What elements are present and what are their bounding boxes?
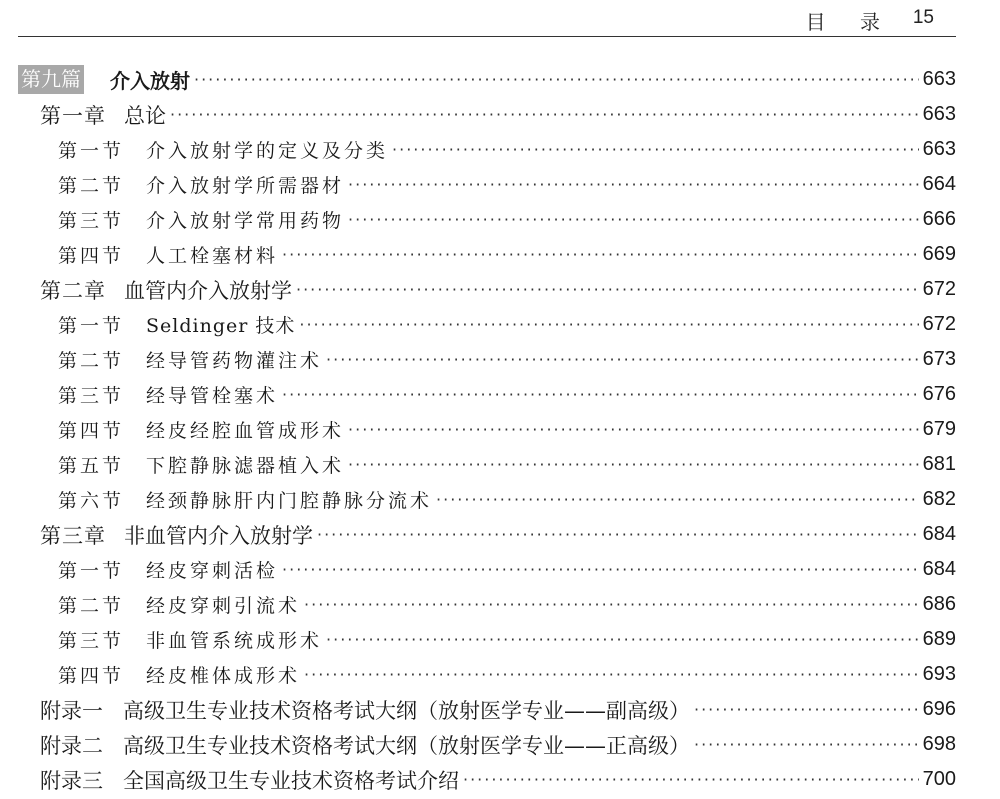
section-number: 第三节 xyxy=(58,630,125,652)
section-number: 第三节 xyxy=(58,385,125,407)
section-page: 693 xyxy=(922,663,956,685)
chapter-page: 663 xyxy=(922,103,956,125)
toc-section-entry[interactable] xyxy=(0,482,956,517)
section-title: 经皮经腔血管成形术 xyxy=(146,420,345,442)
appendix-number: 附录二 xyxy=(40,733,103,758)
toc-section-entry[interactable] xyxy=(0,377,956,412)
chapter-page: 684 xyxy=(922,523,956,545)
chapter-number: 第二章 xyxy=(40,278,106,303)
leader-dots xyxy=(282,384,919,406)
section-number: 第六节 xyxy=(58,490,125,512)
section-page: 663 xyxy=(922,138,956,160)
toc-section-entry[interactable] xyxy=(0,342,956,377)
toc-section-entry[interactable] xyxy=(0,552,956,587)
section-title: 介入放射学常用药物 xyxy=(146,210,345,232)
section-title: Seldinger 技术 xyxy=(146,315,296,337)
leader-dots xyxy=(296,279,919,301)
chapter-number: 第一章 xyxy=(40,103,106,128)
section-title: 经导管栓塞术 xyxy=(146,385,279,407)
leader-dots xyxy=(282,559,919,581)
toc-chapter-entry[interactable] xyxy=(0,97,956,132)
section-page: 679 xyxy=(922,418,956,440)
leader-dots xyxy=(326,349,919,371)
section-number: 第一节 xyxy=(58,315,125,337)
section-page: 672 xyxy=(922,313,956,335)
appendix-page: 698 xyxy=(922,733,956,755)
section-title: 经皮椎体成形术 xyxy=(146,665,301,687)
leader-dots xyxy=(694,734,919,756)
section-page: 684 xyxy=(922,558,956,580)
section-number: 第一节 xyxy=(58,560,125,582)
leader-dots xyxy=(463,769,919,791)
section-page: 673 xyxy=(922,348,956,370)
section-page: 681 xyxy=(922,453,956,475)
toc-appendix-entry[interactable] xyxy=(0,727,956,762)
section-number: 第二节 xyxy=(58,175,125,197)
leader-dots xyxy=(392,139,919,161)
appendix-page: 700 xyxy=(922,768,956,790)
appendix-number: 附录一 xyxy=(40,698,103,723)
section-number: 第五节 xyxy=(58,455,125,477)
section-number: 第二节 xyxy=(58,595,125,617)
appendix-title: 高级卫生专业技术资格考试大纲（放射医学专业——副高级） xyxy=(123,698,690,723)
toc-part-entry[interactable] xyxy=(0,62,956,97)
toc-section-entry[interactable] xyxy=(0,412,956,447)
section-number: 第三节 xyxy=(58,210,125,232)
toc-section-entry[interactable] xyxy=(0,202,956,237)
leader-dots xyxy=(326,629,919,651)
header-page-number: 15 xyxy=(912,7,934,28)
section-page: 686 xyxy=(922,593,956,615)
leader-dots xyxy=(348,419,919,441)
part-number-badge: 第九篇 xyxy=(18,65,84,94)
section-title: 经皮穿刺引流术 xyxy=(146,595,301,617)
toc-chapter-entry[interactable] xyxy=(0,517,956,552)
leader-dots xyxy=(348,454,919,476)
section-title: 介入放射学所需器材 xyxy=(146,175,345,197)
part-title: 介入放射 xyxy=(110,69,190,93)
section-page: 682 xyxy=(922,488,956,510)
appendix-number: 附录三 xyxy=(40,768,103,793)
toc-section-entry[interactable] xyxy=(0,657,956,692)
section-number: 第一节 xyxy=(58,140,125,162)
section-title: 人工栓塞材料 xyxy=(146,245,279,267)
chapter-number: 第三章 xyxy=(40,523,106,548)
section-page: 669 xyxy=(922,243,956,265)
section-number: 第四节 xyxy=(58,665,125,687)
toc-section-entry[interactable] xyxy=(0,447,956,482)
section-title: 介入放射学的定义及分类 xyxy=(146,140,389,162)
section-page: 689 xyxy=(922,628,956,650)
toc-section-entry[interactable] xyxy=(0,622,956,657)
page-header xyxy=(18,0,956,37)
toc-part-label xyxy=(0,65,190,94)
leader-dots xyxy=(170,104,919,126)
toc-chapter-entry[interactable] xyxy=(0,272,956,307)
leader-dots xyxy=(299,314,918,336)
toc-appendix-entry[interactable] xyxy=(0,762,956,797)
appendix-title: 高级卫生专业技术资格考试大纲（放射医学专业——正高级） xyxy=(123,733,690,758)
section-number: 第二节 xyxy=(58,350,125,372)
section-title: 经导管药物灌注术 xyxy=(146,350,323,372)
section-page: 676 xyxy=(922,383,956,405)
section-title: 下腔静脉滤器植入术 xyxy=(146,455,345,477)
leader-dots xyxy=(436,489,919,511)
leader-dots xyxy=(317,524,919,546)
section-number: 第四节 xyxy=(58,420,125,442)
appendix-title: 全国高级卫生专业技术资格考试介绍 xyxy=(123,768,459,793)
leader-dots xyxy=(348,174,919,196)
section-title: 经颈静脉肝内门腔静脉分流术 xyxy=(146,490,433,512)
leader-dots xyxy=(304,594,919,616)
chapter-title: 总论 xyxy=(124,103,166,128)
section-title: 非血管系统成形术 xyxy=(146,630,323,652)
leader-dots xyxy=(304,664,919,686)
toc-section-entry[interactable] xyxy=(0,307,956,342)
appendix-page: 696 xyxy=(922,698,956,720)
leader-dots xyxy=(282,244,919,266)
header-title: 目 录 xyxy=(805,10,894,34)
toc-section-entry[interactable] xyxy=(0,587,956,622)
toc-appendix-entry[interactable] xyxy=(0,692,956,727)
section-title: 经皮穿刺活检 xyxy=(146,560,279,582)
section-page: 666 xyxy=(922,208,956,230)
leader-dots xyxy=(194,69,919,91)
toc-section-entry[interactable] xyxy=(0,237,956,272)
chapter-title: 非血管内介入放射学 xyxy=(124,523,313,548)
section-number: 第四节 xyxy=(58,245,125,267)
section-page: 664 xyxy=(922,173,956,195)
toc-section-entry[interactable] xyxy=(0,167,956,202)
part-page: 663 xyxy=(922,68,956,90)
chapter-title: 血管内介入放射学 xyxy=(124,278,292,303)
leader-dots xyxy=(694,699,919,721)
leader-dots xyxy=(348,209,919,231)
toc-section-entry[interactable] xyxy=(0,132,956,167)
chapter-page: 672 xyxy=(922,278,956,300)
